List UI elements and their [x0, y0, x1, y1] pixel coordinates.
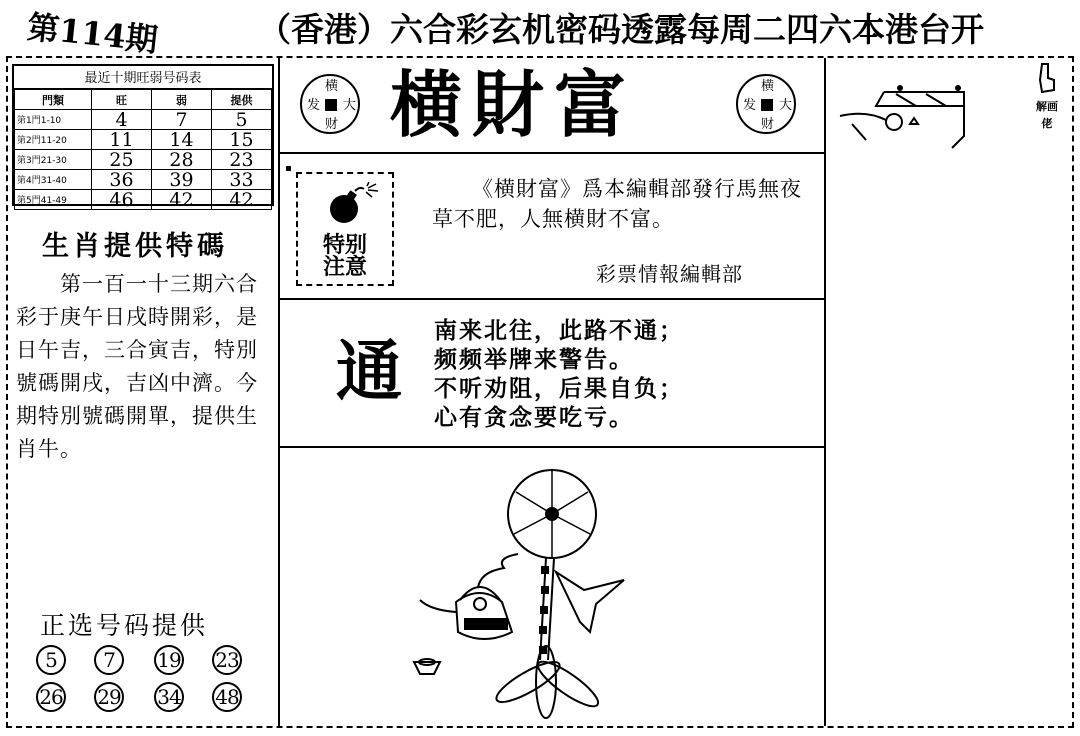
- riddle-poem: [434, 316, 684, 432]
- table-cell: 46: [92, 190, 152, 210]
- sign-illustration: [836, 72, 996, 156]
- table-cell: 23: [212, 150, 272, 170]
- table-cell: 14: [152, 130, 212, 150]
- table-row: [15, 110, 272, 130]
- table-row: [15, 130, 272, 150]
- corner-mark: [286, 166, 291, 171]
- divider: [280, 446, 826, 448]
- divider: [280, 152, 826, 154]
- fan-kettle-illustration: [400, 462, 640, 722]
- coin-char: 横: [325, 79, 339, 94]
- notice-label: [312, 234, 378, 278]
- pick-number-ball: 34: [154, 682, 184, 712]
- notice-label-line: 注意: [322, 254, 367, 280]
- table-cell: 5: [212, 110, 272, 130]
- hot-cold-table: [14, 66, 272, 210]
- row-label: 第5門41-49: [15, 190, 92, 210]
- notice-label-line: 特别: [322, 232, 367, 258]
- pick-number-ball: 7: [94, 645, 124, 675]
- picks-title: 正选号码提供: [40, 611, 209, 640]
- hint-label: 解画佬: [1036, 100, 1058, 130]
- table-cell: 28: [152, 150, 212, 170]
- hot-cold-table-box: [12, 64, 274, 211]
- poem-line: 南来北往，此路不通；: [434, 317, 684, 344]
- zodiac-title: 生肖提供特碼: [42, 231, 228, 262]
- table-row: [15, 170, 272, 190]
- divider: [280, 298, 826, 300]
- main-title: 横財富: [390, 62, 637, 147]
- coin-char: 发: [307, 98, 321, 113]
- pick-number-ball: 48: [212, 682, 242, 712]
- coin-char: 大: [779, 98, 793, 113]
- coin-icon: [300, 74, 360, 134]
- coin-char: 财: [325, 117, 339, 132]
- pick-number-ball: 23: [212, 645, 242, 675]
- table-cell: 33: [212, 170, 272, 190]
- table-cell: 25: [92, 150, 152, 170]
- headline: （香港）六合彩玄机密码透露每周二四六本港台开: [258, 10, 984, 49]
- table-header-row: [15, 90, 272, 110]
- row-label: 第1門1-10: [15, 110, 92, 130]
- notice-text: 《横財富》爲本編輯部發行馬無夜草不肥，人無横財不富。: [432, 177, 802, 231]
- pick-number-ball: 26: [36, 682, 66, 712]
- coin-icon: [736, 74, 796, 134]
- table-cell: 39: [152, 170, 212, 190]
- row-label: 第3門21-30: [15, 150, 92, 170]
- zodiac-text: 第一百一十三期六合彩于庚午日戌時開彩，是日午吉，三合寅吉，特別號碼開戌，吉凶中濟。今期特別號碼開單，提供生肖牛。: [16, 272, 258, 461]
- notice-signature: 彩票情報編輯部: [596, 262, 743, 286]
- table-cell: 42: [152, 190, 212, 210]
- coin-char: 发: [743, 98, 757, 113]
- pick-number-ball: 29: [94, 682, 124, 712]
- column-header: 門類: [15, 90, 92, 110]
- row-label: 第2門11-20: [15, 130, 92, 150]
- coin-char: 大: [343, 98, 357, 113]
- header: [0, 0, 1080, 60]
- pick-number-ball: 19: [154, 645, 184, 675]
- table-cell: 7: [152, 110, 212, 130]
- table-cell: 11: [92, 130, 152, 150]
- pointing-hand-icon: [1034, 62, 1060, 96]
- poem-line: 心有贪念要吃亏。: [434, 404, 634, 431]
- column-header: 旺: [92, 90, 152, 110]
- table-cell: 4: [92, 110, 152, 130]
- table-cell: 15: [212, 130, 272, 150]
- coin-char: 财: [761, 117, 775, 132]
- poem-line: 频频举牌来警告。: [434, 346, 634, 373]
- riddle-big-char: 通: [336, 332, 402, 410]
- poem-line: 不听劝阻，后果自负；: [434, 375, 684, 402]
- coin-char: 横: [761, 79, 775, 94]
- issue-number: 第114期: [25, 7, 160, 60]
- pick-number-ball: 5: [36, 645, 66, 675]
- table-row: [15, 190, 272, 210]
- table-row: [15, 150, 272, 170]
- row-label: 第4門31-40: [15, 170, 92, 190]
- column-header: 提供: [212, 90, 272, 110]
- column-header: 弱: [152, 90, 212, 110]
- table-cell: 36: [92, 170, 152, 190]
- table-caption: 最近十期旺弱号码表: [14, 66, 272, 89]
- table-cell: 42: [212, 190, 272, 210]
- bomb-icon: [324, 182, 380, 226]
